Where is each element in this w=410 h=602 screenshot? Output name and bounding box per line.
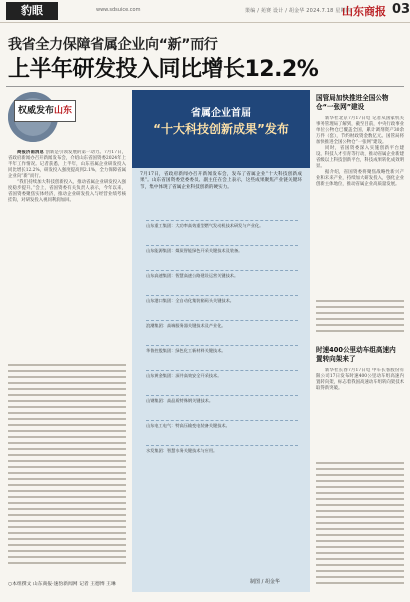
paper-name: 山东商报	[342, 5, 386, 18]
list-item: 山东黄金集团：深井高效安全开采技术。	[146, 370, 298, 393]
list-item: 山东电工电气：特高压输变电装备关键技术。	[146, 420, 298, 443]
list-item: 山东港口集团：全自动化集装箱码头关键技术。	[146, 295, 298, 318]
infographic-credit: 制图 / 胡金华	[250, 579, 280, 585]
article-paragraph: 同时，省国资委深入实施创新平台建设、科技人才引育等行动，推动省属企业新建省级以上科技创新平台，科技成果转化成效明显。	[316, 146, 404, 169]
infographic-banner	[132, 90, 310, 168]
infographic-intro: 7月17日，省政府新闻办召开新闻发布会，发布了省属企业“十大科技创新成果”。山东省国资委党委委员、副主任在会上表示，这些成果聚焦产业链关键环节，集中体现了省属企业科技创新的硬实力。	[140, 172, 302, 190]
side-story-2	[316, 368, 404, 458]
badge-left: 权威发布	[17, 106, 54, 116]
article-paragraph: 创新是引领发展的第一动力。7月17日，省政府新闻办召开新闻发布会，介绍山东省国资委2024年上半年工作情况。记者获悉，上半年，山东省属企业研发投入同比增长12.2%，研发投入强度提高到2.1%，全力保障省属企业向“新”而行。	[8, 150, 126, 179]
infographic-list	[146, 220, 298, 470]
masthead-meta: 策编 / 苑赛 设计 / 胡金华 2024.7.18 星期四	[245, 8, 351, 14]
list-item: 山东重工集团：大功率高效重型燃气发动机技术研发与产业化。	[146, 220, 298, 243]
kicker-headline: 我省全力保障省属企业向“新”而行	[8, 37, 218, 53]
side-headline-2: 时速400公里动车组高速内置转向架来了	[316, 346, 396, 363]
side-story-2-text: 新华社长春7月17日电 中车长客股份有限公司17日发布时速400公里动车组高速内置转向架，标志着我国高速动车组转向架技术取得新突破。	[316, 368, 404, 391]
list-item: 水发集团：智慧水务关键技术与应用。	[146, 445, 298, 468]
main-headline: 上半年研发投入同比增长12.2%	[8, 57, 319, 82]
side-story-1	[316, 116, 404, 296]
masthead	[0, 0, 410, 23]
dateline: 商报济南消息	[17, 150, 44, 155]
section-tag: 豹眼	[6, 2, 58, 20]
page-number: 03	[392, 2, 410, 17]
article-paragraph: 据介绍，省国资委将聚焦战略性新兴产业和未来产业，持续加大研发投入，强化企业创新主体地位，推动省属企业高质量发展。	[316, 170, 404, 187]
authority-badge	[14, 100, 76, 122]
infographic-title-1: 省属企业首届	[191, 108, 251, 119]
headline-rule	[6, 86, 404, 87]
website-url: www.sdsuice.com	[96, 7, 141, 13]
list-item: 山东能源集团：煤炭智能绿色开采关键技术及装备。	[146, 245, 298, 268]
side-story-1-text: 新华社北京7月17日电 记者从国家机关事务管理局了解到，截至目前，中央行政事业单位公物仓已覆盖全国，累计调剂资产30余万件（套），节约财政资金数亿元。国管局将加快推进全国公物仓“一张网”建设。	[316, 116, 404, 145]
main-article-col1	[8, 150, 126, 360]
infographic-title-2: “十大科技创新成果”发布	[153, 122, 289, 136]
list-item: 山东高速集团：智慧高速公路建设运营关键技术。	[146, 270, 298, 293]
badge-right: 山东	[54, 106, 73, 116]
infographic	[132, 90, 310, 592]
list-item: 华鲁控股集团：绿色化工新材料关键技术。	[146, 345, 298, 368]
side-story-1-continuation	[316, 300, 404, 340]
article-continuation	[8, 364, 126, 572]
list-item: 山钢集团：高品质特殊钢关键技术。	[146, 395, 298, 418]
byline: ○本组撰文 山东商报·速豹新闻网 记者 王德博 王琳	[8, 582, 116, 587]
list-item: 浪潮集团：高端服务器关键技术及产业化。	[146, 320, 298, 343]
side-headline-1: 国管局加快推进全国公物仓“一张网”建设	[316, 94, 389, 111]
article-paragraph: “我们持续加大科技创新投入，推动省属企业研发投入强度稳步提升。”会上，省国资委有关负责人表示，今年以来，省国资委聚焦实体经济，推动企业研发投入与经营业绩考核挂钩，对研发投入视同利润加回。	[8, 180, 126, 203]
side-story-2-continuation	[316, 462, 404, 592]
